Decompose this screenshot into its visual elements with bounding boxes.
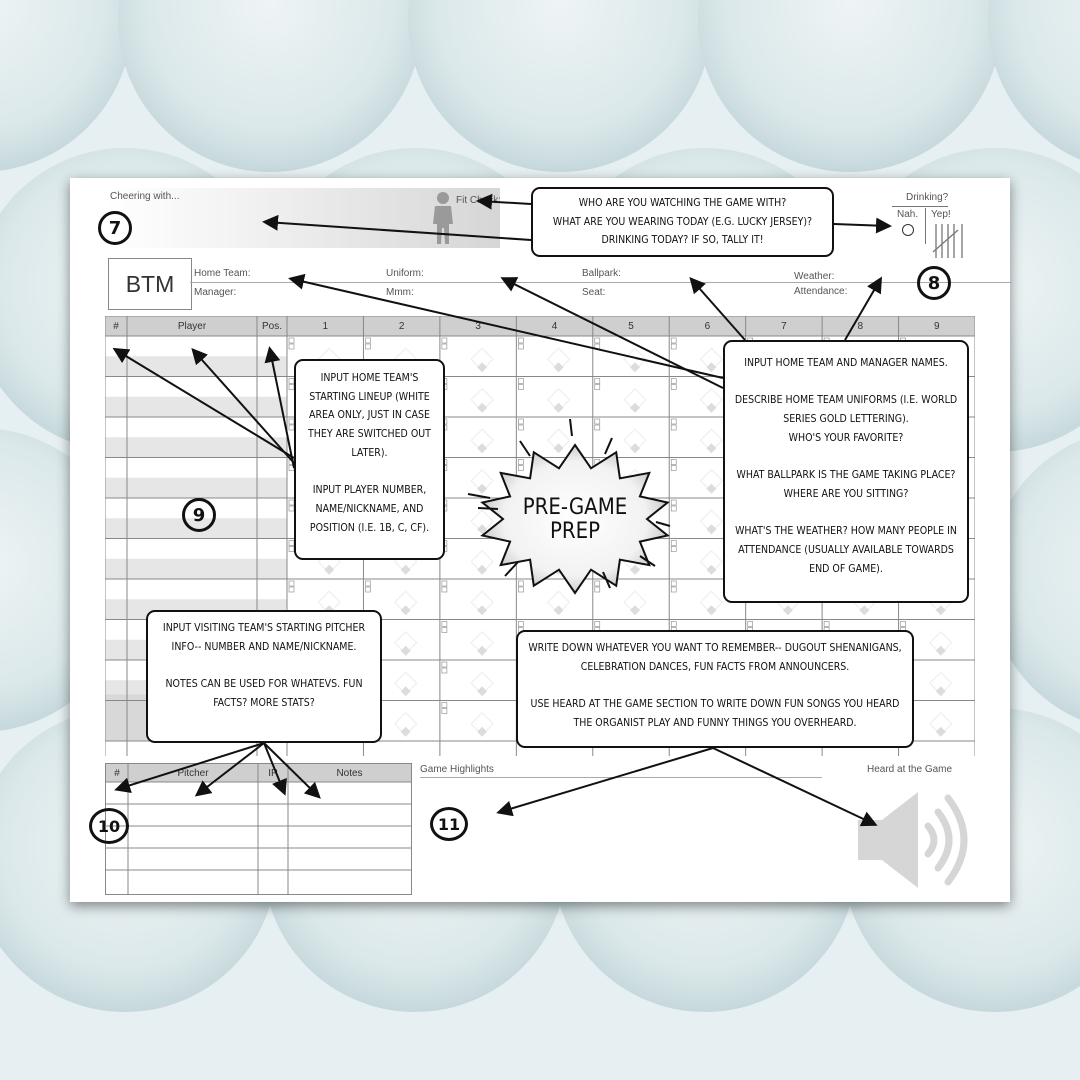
pitcher-col-notes: Notes <box>336 767 363 779</box>
burst-line-1: PRE-GAME <box>522 495 628 520</box>
col-number-header: # <box>113 320 119 332</box>
drinking-option-yep[interactable]: Yep! <box>931 209 951 220</box>
callout-pitcher-text: INPUT VISITING TEAM'S STARTING PITCHER INFO-- NUMBER AND NAME/NICKNAME. NOTES CAN BE USED FOR WHATEVS. FUN FACTS? MORE STATS? <box>162 622 366 709</box>
team-code-box[interactable]: BTM <box>108 258 192 310</box>
game-highlights-label[interactable]: Game Highlights <box>420 764 494 775</box>
inning-header-3: 3 <box>475 320 481 332</box>
weather-label[interactable]: Weather: <box>794 271 835 282</box>
seat-label[interactable]: Seat: <box>582 287 606 298</box>
annotation-arrows <box>70 178 1010 902</box>
attendance-label[interactable]: Attendance: <box>794 286 848 297</box>
inning-header-4: 4 <box>551 320 558 332</box>
pitcher-col-ip: IP <box>268 767 278 779</box>
callout-highlights-text: WRITE DOWN WHATEVER YOU WANT TO REMEMBER-- DUGOUT SHENANIGANS, CELEBRATION DANCES, FUN FACTS FROM ANNOUNCERS. USE HEARD AT THE GAME SECTION TO WRITE DOWN FUN SONGS YOU HEARD THE ORGANIST PLAY AND FUNNY THINGS YOU OVERHEARD. <box>528 642 902 729</box>
cheering-label: Cheering with... <box>110 191 180 202</box>
badge-7: 7 <box>98 211 132 245</box>
pitcher-col-name: Pitcher <box>177 767 209 779</box>
inning-header-1: 1 <box>322 320 328 332</box>
callout-home-info-text: INPUT HOME TEAM AND MANAGER NAMES. DESCRIBE HOME TEAM UNIFORMS (I.E. WORLD SERIES GOLD LETTERING). WHO'S YOUR FAVORITE? WHAT BALLPARK IS THE GAME TAKING PLACE? WHERE ARE YOU SITTING? WHAT'S THE WEATHER? HOW MANY PEOPLE IN ATTENDANCE (USUALLY AVAILABLE TOWARDS END OF GAME). <box>734 357 958 575</box>
drinking-label: Drinking? <box>906 192 949 203</box>
badge-10: 10 <box>89 808 129 844</box>
inning-header-7: 7 <box>781 320 787 332</box>
uniform-label[interactable]: Uniform: <box>386 268 424 279</box>
scorecard-sheet <box>70 178 1010 902</box>
badge-8: 8 <box>917 266 951 300</box>
fit-check-label: Fit Check: <box>456 195 502 206</box>
callout-companions-text: WHO ARE YOU WATCHING THE GAME WITH? WHAT ARE YOU WEARING TODAY (E.G. LUCKY JERSEY)? DRINKING TODAY? IF SO, TALLY IT! <box>552 197 813 247</box>
inning-header-6: 6 <box>704 320 711 332</box>
inning-header-8: 8 <box>857 320 864 332</box>
manager-label[interactable]: Manager: <box>194 287 237 298</box>
callout-lineup-text: INPUT HOME TEAM'S STARTING LINEUP (WHITE AREA ONLY, JUST IN CASE THEY ARE SWITCHED OUT LATER). INPUT PLAYER NUMBER, NAME/NICKNAME, AND POSITION (I.E. 1B, C, CF). <box>308 372 431 534</box>
burst-line-2: PREP <box>549 519 601 544</box>
inning-header-9: 9 <box>933 320 940 332</box>
inning-header-5: 5 <box>628 320 634 332</box>
col-player-header: Player <box>177 320 207 332</box>
inning-header-2: 2 <box>398 320 405 332</box>
drinking-option-nah[interactable]: Nah. <box>897 209 919 220</box>
mmm-label[interactable]: Mmm: <box>386 287 414 298</box>
col-position-header: Pos. <box>261 320 282 332</box>
home-team-label[interactable]: Home Team: <box>194 268 251 279</box>
pitcher-col-number: # <box>114 767 120 779</box>
ballpark-label[interactable]: Ballpark: <box>582 268 621 279</box>
badge-11: 11 <box>430 807 468 841</box>
heard-at-game-label[interactable]: Heard at the Game <box>867 764 953 775</box>
badge-9: 9 <box>182 498 216 532</box>
